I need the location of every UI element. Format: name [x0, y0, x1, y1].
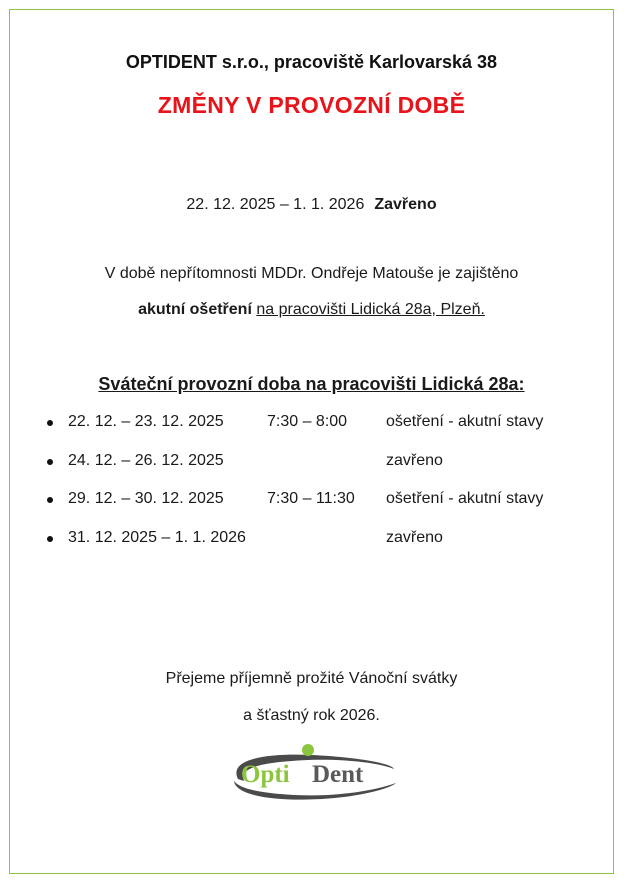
closure-range: 22. 12. 2025 – 1. 1. 2026: [186, 196, 365, 213]
logo-text-dent: Dent: [312, 761, 364, 788]
logo-dot-icon: [302, 744, 314, 756]
holiday-title: Sváteční provozní doba na pracovišti Lidická 28a:: [98, 374, 525, 394]
schedule-note: zavřeno: [386, 452, 443, 469]
greeting-line-2: a šťastný rok 2026.: [243, 707, 380, 724]
logo-text-opti: Opti: [241, 761, 290, 788]
schedule-dates: 31. 12. 2025 – 1. 1. 2026: [68, 529, 246, 546]
absence-line-2: [9, 301, 614, 319]
schedule-note: ošetření - akutní stavy: [386, 490, 544, 507]
bullet-icon: [47, 420, 53, 426]
closure-line: [9, 196, 614, 214]
bullet-icon: [47, 459, 53, 465]
schedule-dates: 22. 12. – 23. 12. 2025: [68, 413, 224, 430]
schedule-dates: 29. 12. – 30. 12. 2025: [68, 490, 224, 507]
schedule-row: [0, 411, 628, 435]
absence-location-link[interactable]: na pracovišti Lidická 28a, Plzeň.: [256, 301, 485, 318]
schedule-note: ošetření - akutní stavy: [386, 413, 544, 430]
schedule-row: [0, 450, 628, 474]
schedule-dates: 24. 12. – 26. 12. 2025: [68, 452, 224, 469]
schedule-note: zavřeno: [386, 529, 443, 546]
schedule-row: [0, 488, 628, 512]
greeting-line-1: Přejeme příjemně prožité Vánoční svátky: [165, 670, 458, 687]
bullet-icon: [47, 536, 53, 542]
absence-line-1: V době nepřítomnosti MDDr. Ondřeje Matouše je zajištěno: [104, 265, 519, 282]
absence-bold: akutní ošetření: [138, 301, 252, 318]
schedule-row: [0, 527, 628, 551]
headline: ZMĚNY V PROVOZNÍ DOBĚ: [157, 92, 466, 118]
bullet-icon: [47, 497, 53, 503]
company-title: OPTIDENT s.r.o., pracoviště Karlovarská 38: [125, 52, 498, 72]
schedule-time: 7:30 – 8:00: [267, 413, 348, 430]
closure-status: Zavřeno: [374, 196, 437, 213]
optident-logo: [224, 741, 404, 805]
schedule-time: 7:30 – 11:30: [267, 490, 355, 507]
